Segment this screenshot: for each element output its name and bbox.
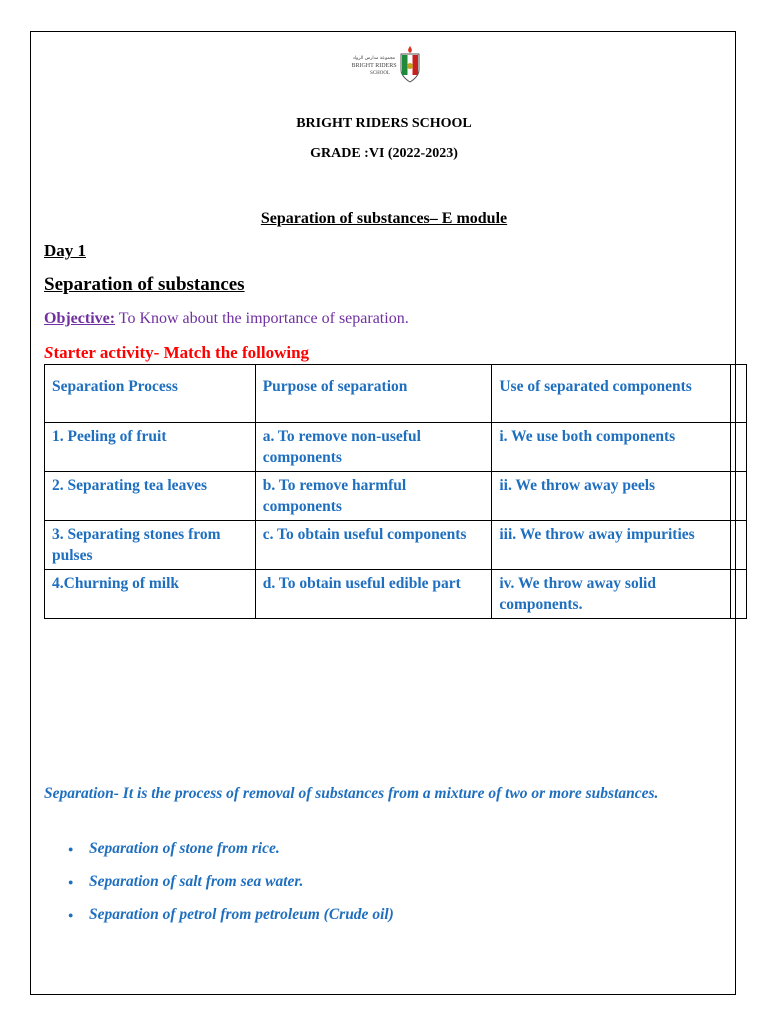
table-spacer-cell	[730, 570, 746, 619]
list-item	[44, 871, 394, 904]
list-item-text: Separation of petrol from petroleum (Crude oil)	[89, 906, 394, 923]
table-spacer-cell	[730, 521, 746, 570]
school-logo	[350, 44, 424, 84]
table-cell: iii. We throw away impurities	[492, 521, 731, 570]
starter-activity	[44, 343, 309, 363]
table-row	[45, 570, 747, 619]
bullet-icon: ●	[68, 910, 74, 920]
list-item	[44, 904, 394, 937]
table-cell: b. To remove harmful components	[255, 472, 492, 521]
list-item-text: Separation of stone from rice.	[89, 840, 280, 857]
table-row	[45, 521, 747, 570]
table-spacer-cell	[730, 423, 746, 472]
table-spacer-cell	[730, 472, 746, 521]
logo-text-line1: BRIGHT RIDERS	[351, 63, 397, 69]
bullet-icon: ●	[68, 844, 74, 854]
objective-label: Objective:	[44, 310, 116, 327]
bullet-icon: ●	[68, 877, 74, 887]
school-name: BRIGHT RIDERS SCHOOL	[296, 116, 472, 131]
table-cell: 3. Separating stones from pulses	[45, 521, 256, 570]
table-row	[45, 423, 747, 472]
table-cell: a. To remove non-useful components	[255, 423, 492, 472]
match-table	[44, 364, 747, 619]
table-cell: ii. We throw away peels	[492, 472, 731, 521]
list-item	[44, 838, 394, 871]
table-spacer-cell	[730, 365, 746, 423]
section-title: Separation of substances	[44, 274, 245, 295]
table-header-row	[45, 365, 747, 423]
starter-text: tarter activity- Match the following	[53, 343, 310, 362]
table-cell: 2. Separating tea leaves	[45, 472, 256, 521]
table-header-cell: Separation Process	[45, 365, 256, 423]
list-item-text: Separation of salt from sea water.	[89, 873, 304, 890]
table-cell: i. We use both components	[492, 423, 731, 472]
separation-definition: Separation- It is the process of removal of substances from a mixture of two or more substances.	[44, 785, 659, 802]
logo-arabic-text: مجموعة مدارس الرواد	[352, 56, 396, 61]
table-cell: 1. Peeling of fruit	[45, 423, 256, 472]
objective	[44, 310, 409, 328]
table-cell: iv. We throw away solid components.	[492, 570, 731, 619]
grade-line: GRADE :VI (2022-2023)	[310, 146, 458, 161]
day-label: Day 1	[44, 241, 87, 260]
logo-text-line2: SCHOOL	[369, 71, 391, 76]
table-header-cell: Purpose of separation	[255, 365, 492, 423]
module-title: Separation of substances– E module	[260, 210, 508, 227]
table-row	[45, 472, 747, 521]
table-cell: c. To obtain useful components	[255, 521, 492, 570]
examples-list	[44, 838, 394, 937]
table-cell: 4.Churning of milk	[45, 570, 256, 619]
starter-first-letter: S	[44, 343, 54, 362]
objective-text: To Know about the importance of separation.	[115, 310, 409, 327]
table-header-cell: Use of separated components	[492, 365, 731, 423]
table-cell: d. To obtain useful edible part	[255, 570, 492, 619]
